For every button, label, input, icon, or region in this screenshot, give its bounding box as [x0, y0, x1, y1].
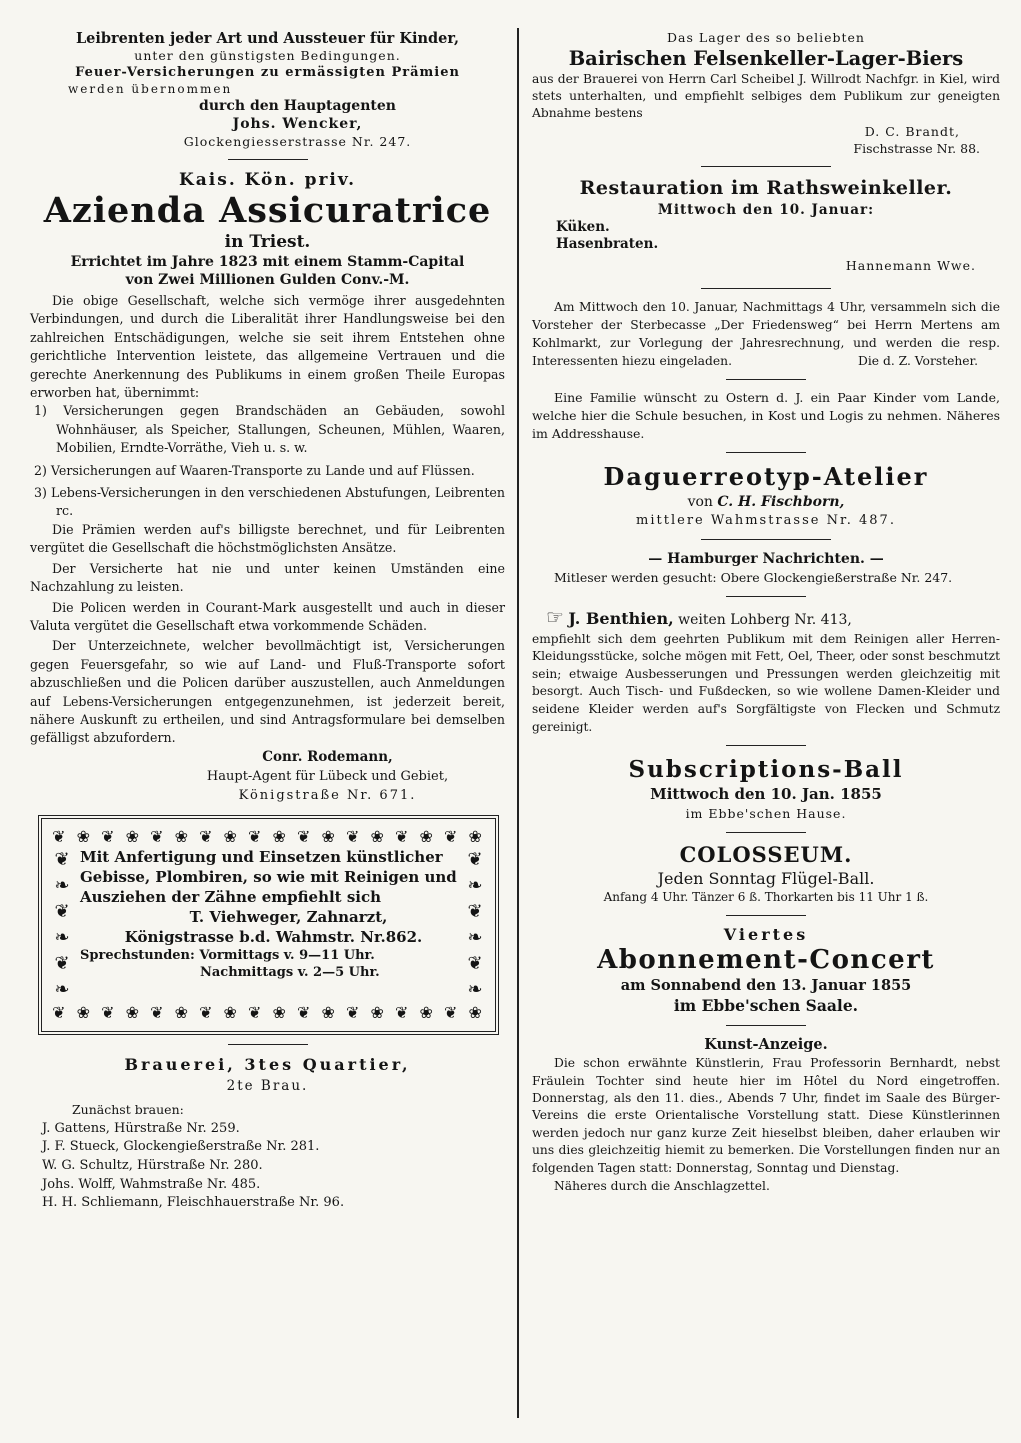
ad-list-item: 2) Versicherungen auf Waaren-Transporte zu Lande und auf Flüssen. — [34, 462, 475, 478]
ad-subscriptions-ball — [532, 755, 1000, 823]
ad-byline — [532, 492, 1000, 512]
ad-subtitle: Mittwoch den 10. Januar: — [657, 201, 875, 218]
ad-title: Bairischen Felsenkeller-Lager-Biers — [568, 47, 964, 70]
ad-subtitle: Jeden Sonntag Flügel-Ball. — [657, 869, 875, 889]
ad-line: Feuer-Versicherungen zu ermässigten Prämien — [75, 65, 460, 80]
advertiser-name: C. H. Fischborn, — [717, 493, 845, 510]
separator — [726, 379, 806, 380]
ad-line: werden übernommen — [68, 82, 233, 96]
advertiser-address: Glockengiesserstrasse Nr. 247. — [183, 134, 412, 149]
ad-line: Errichtet im Jahre 1823 mit einem Stamm-Capital — [70, 254, 465, 270]
ad-body: Die obige Gesellschaft, welche sich vermöge ihrer ausgedehnten Verbindungen, und durch die Liberalität ihrer Handlungsweise bei den zahlreichen Entschädigungen, welche sie seit ihrem Entstehen ohne gerichtliche Intervention leistete, das allgemeine Vertrauen und die gerechte Anerkennung des Publikums in einem großen Theile Europas erworben hat, übernimmt: — [30, 293, 505, 401]
ad-body: Am Mittwoch den 10. Januar, Nachmittags 4 Uhr, versammeln sich die Vorsteher der Sterbecasse „Der Friedensweg“ bei Herrn Mertens am Kohlmarkt, zur Vorlegung der Jahresrechnung, und werden die resp. Interessenten hiezu eingeladen. — [532, 299, 1000, 368]
ad-body: aus der Brauerei von Herrn Carl Scheibel J. Willrodt Nachfgr. in Kiel, wird stets unterhalten, und empfiehlt selbiges dem Publikum zur geneigten Abnahme bestens — [532, 72, 1000, 121]
separator — [701, 166, 831, 167]
ad-line: Anfang 4 Uhr. Tänzer 6 ß. Thorkarten bis 11 Uhr 1 ß. — [603, 890, 929, 905]
signature-name: Conr. Rodemann, — [262, 748, 393, 765]
ad-lead — [532, 606, 1000, 631]
signature-name: Hannemann Wwe. — [845, 257, 976, 273]
list-item: H. H. Schliemann, Fleischhauerstraße Nr. 96. — [42, 1195, 345, 1211]
ad-body: Mitleser werden gesucht: Obere Glockengießerstraße Nr. 247. — [554, 569, 953, 585]
column-rule — [517, 28, 519, 1418]
ad-line: im Ebbe'schen Saale. — [673, 996, 859, 1016]
ornament-border-right: ❦ ❧ ❦ ❧ ❦ ❧ — [467, 848, 483, 1000]
signature-name: Die d. Z. Vorsteher. — [857, 353, 978, 368]
ad-title: — Hamburger Nachrichten. — — [648, 550, 884, 567]
ad-line: durch den Hauptagenten — [199, 98, 396, 114]
separator — [726, 452, 806, 453]
ad-line: Das Lager des so beliebten — [667, 30, 865, 45]
ad-daguerreotyp — [532, 462, 1000, 530]
ad-line: von Zwei Millionen Gulden Conv.-M. — [125, 272, 410, 288]
ad-line: Leibrenten jeder Art und Aussteuer für Kinder, — [75, 30, 460, 47]
ad-kunst — [532, 1035, 1000, 1195]
ad-subtitle: in Triest. — [224, 232, 311, 252]
separator — [726, 1025, 806, 1026]
office-hours: Sprechstunden: Vormittags v. 9—11 Uhr. — [80, 947, 375, 963]
ad-body: Die schon erwähnte Künstlerin, Frau Professorin Bernhardt, nebst Fräulein Tochter sind heute hier im Hôtel du Nord eingetroffen. Donnerstag, als den 11. dies., Abends 7 Uhr, findet im Saale des Bürger-Vereins die erste Orientalische Vorstellung statt. Diese Künstlerinnen werden jedoch nur ganz kurze Zeit hieselbst bleiben, daher erlauben wir uns dies gleichzeitig hiemit zu bemerken. Die Vorstellungen finden nur an folgenden Tagen statt: Donnerstag, Sonntag und Dienstag. — [532, 1056, 1000, 1175]
list-item: J. F. Stueck, Glockengießerstraße Nr. 281. — [42, 1139, 320, 1155]
ad-hamburger — [532, 549, 1000, 587]
byline-prefix: von — [687, 493, 713, 510]
ad-line: unter den günstigsten Bedingungen. — [134, 48, 401, 63]
ad-body: empfiehlt sich dem geehrten Publikum mit dem Reinigen aller Herren-Kleidungsstücke, solche mögen mit Fett, Oel, Theer, oder sonst beschmutzt sein; etwaige Ausbesserungen und Pressungen werden gleichzeitig mit besorgt. Auch Tisch- und Fußdecken, so wie wollene Damen-Kleider und seidene Kleider werden auf's Sorgfältigste von Flecken und Schmutz gereinigt. — [532, 631, 1000, 734]
ad-kicker: Viertes — [723, 925, 809, 945]
advertiser-name: Johs. Wencker, — [232, 116, 363, 132]
ad-body: Eine Familie wünscht zu Ostern d. J. ein Paar Kinder vom Lande, welche hier die Schule besuchen, in Kost und Logis zu nehmen. Näheres im Addresshause. — [532, 389, 1000, 441]
menu-item: Hasenbraten. — [556, 235, 659, 252]
pointing-hand-icon: ☞ — [546, 604, 564, 629]
separator — [726, 745, 806, 746]
ad-body: Der Versicherte hat nie und unter keinen Umständen eine Nachzahlung zu leisten. — [30, 560, 505, 595]
ad-title: Restauration im Rathsweinkeller. — [579, 176, 953, 199]
advertiser-address: Fischstrasse Nr. 88. — [853, 140, 980, 156]
ad-line: im Ebbe'schen Hause. — [685, 806, 847, 822]
separator — [228, 1044, 308, 1045]
ad-title: Daguerreotyp-Atelier — [603, 461, 929, 491]
right-column — [532, 30, 1000, 1195]
ad-body: Der Unterzeichnete, welcher bevollmächtigt ist, Versicherungen gegen Feuersgefahr, so wie auf Land- und Fluß-Transporte sofort abzuschließen und die Policen darüber auszustellen, auch Anmeldungen auf Lebens-Versicherungen entgegenzunehmen, ist jederzeit bereit, nähere Auskunft zu ertheilen, und sind Antragsformulare bei demselben gefälligst abzufordern. — [30, 638, 505, 746]
office-hours: Nachmittags v. 2—5 Uhr. — [200, 964, 380, 980]
ad-title: Abonnement-Concert — [597, 945, 935, 976]
ad-subtitle: Mittwoch den 10. Jan. 1855 — [650, 785, 882, 804]
ad-title: Subscriptions-Ball — [628, 756, 904, 784]
separator — [701, 288, 831, 289]
ad-list-item: 1) Versicherungen gegen Brandschäden an Gebäuden, sowohl Wohnhäuser, als Speicher, Stallungen, Scheunen, Mühlen, Waaren, Mobilien, Erndte-Vorräthe, Vieh u. s. w. — [34, 403, 505, 456]
separator — [726, 915, 806, 916]
ad-body: Die Policen werden in Courant-Mark ausgestellt und auch in dieser Valuta vergütet die Gesellschaft etwa vorkommende Schäden. — [30, 599, 505, 633]
advertiser-name: T. Viehweger, Zahnarzt, — [189, 907, 388, 926]
signature-line: Haupt-Agent für Lübeck und Gebiet, — [206, 768, 449, 784]
ad-lagerbier — [532, 30, 1000, 157]
ad-kicker: Kais. Kön. priv. — [179, 170, 356, 190]
advertiser-address: mittlere Wahmstrasse Nr. 487. — [636, 512, 896, 528]
ad-title: Azienda Assicuratrice — [43, 190, 492, 231]
separator — [726, 596, 806, 597]
ad-leibrenten — [30, 30, 505, 150]
list-item: Johs. Wolff, Wahmstraße Nr. 485. — [42, 1176, 261, 1192]
ad-dentist-frame — [38, 815, 499, 1035]
advertiser-name: J. Benthien, — [568, 608, 674, 628]
advertiser-name: D. C. Brandt, — [864, 123, 960, 139]
ad-subtitle: am Sonnabend den 13. Januar 1855 — [620, 977, 912, 995]
ad-benthien — [532, 606, 1000, 737]
ad-brauerei — [30, 1054, 505, 1213]
left-column — [30, 30, 505, 1213]
ad-colosseum — [532, 842, 1000, 906]
signature-line: Königstraße Nr. 671. — [238, 787, 417, 803]
advertiser-address: weiten Lohberg Nr. 413, — [678, 611, 852, 628]
menu-item: Küken. — [556, 218, 610, 235]
brewer-list — [30, 1120, 505, 1213]
ad-title: COLOSSEUM. — [679, 842, 853, 868]
ornament-border-top: ❦ ❀ ❦ ❀ ❦ ❀ ❦ ❀ ❦ ❀ ❦ ❀ ❦ ❀ ❦ ❀ ❦ ❀ — [52, 826, 485, 846]
separator — [228, 159, 308, 160]
ad-concert — [532, 925, 1000, 1016]
separator — [726, 832, 806, 833]
ornament-border-left: ❦ ❧ ❦ ❧ ❦ ❧ — [54, 848, 70, 1000]
ad-title: Brauerei, 3tes Quartier, — [124, 1054, 411, 1074]
ad-list-item: 3) Lebens-Versicherungen in den verschiedenen Abstufungen, Leibrenten rc. — [34, 485, 505, 519]
ornament-border-bottom: ❦ ❀ ❦ ❀ ❦ ❀ ❦ ❀ ❦ ❀ ❦ ❀ ❦ ❀ ❦ ❀ ❦ ❀ — [52, 1002, 485, 1022]
list-item: W. G. Schultz, Hürstraße Nr. 280. — [42, 1157, 263, 1173]
ad-familie — [532, 389, 1000, 443]
ad-body: Mit Anfertigung und Einsetzen künstlicher Gebisse, Plombiren, so wie mit Reinigen und Ausziehen der Zähne empfiehlt sich — [80, 847, 457, 906]
ad-azienda — [30, 169, 505, 805]
ad-subtitle: 2te Brau. — [226, 1077, 309, 1094]
ad-dentist — [74, 847, 463, 1003]
advertiser-address: Königstrasse b.d. Wahmstr. Nr.862. — [124, 927, 423, 946]
ad-line: Zunächst brauen: — [72, 1101, 184, 1117]
ad-body: Die Prämien werden auf's billigste berechnet, und für Leibrenten vergütet die Gesellschaft die höchstmöglichsten Ansätze. — [30, 521, 505, 556]
separator — [701, 539, 831, 540]
ad-title: Kunst-Anzeige. — [704, 1036, 828, 1054]
list-item: J. Gattens, Hürstraße Nr. 259. — [42, 1120, 240, 1136]
ad-line: Näheres durch die Anschlagzettel. — [554, 1179, 770, 1194]
ad-restauration — [532, 176, 1000, 279]
ad-sterbecasse — [532, 298, 1000, 370]
